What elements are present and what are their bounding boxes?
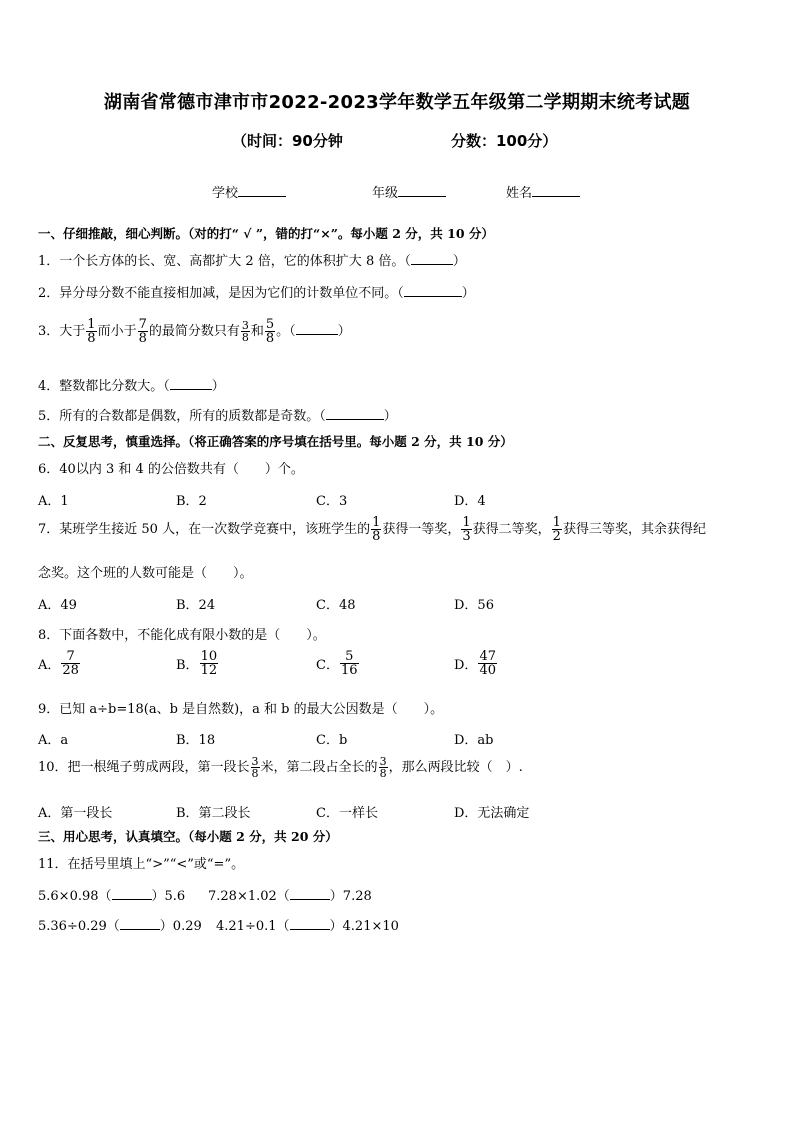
fraction: $\frac{47}{40}$ (479, 649, 496, 678)
question-6: 6．40以内 3 和 4 的公倍数共有（ ）个。 (38, 462, 304, 477)
fraction: $\frac{3}{8}$ (379, 755, 387, 780)
grade-field[interactable]: 年级 (372, 182, 446, 201)
compare-item: 7.28×1.02（ ）7.28 (208, 889, 372, 904)
compare-item: 4.21÷0.1（ ）4.21×10 (216, 919, 399, 934)
fraction: $\frac{3}{8}$ (251, 755, 259, 780)
answer-blank[interactable] (290, 887, 330, 900)
question-4: 4．整数都比分数大。（ ） (38, 379, 225, 394)
option-b[interactable]: B．2 (176, 494, 207, 509)
option-a[interactable]: A．第一段长 (38, 806, 113, 821)
question-11: 11．在括号里填上“>”“<”或“=”。 (38, 857, 245, 872)
answer-blank[interactable] (170, 377, 212, 390)
option-c[interactable]: C．3 (316, 494, 348, 509)
fraction: $\frac{1}{8}$ (87, 317, 96, 346)
option-c[interactable]: C．一样长 (316, 806, 378, 821)
compare-item: 5.6×0.98（ ）5.6 (38, 889, 186, 904)
option-d[interactable]: D． $\frac{47}{40}$ (454, 649, 496, 678)
compare-item: 5.36÷0.29（ ）0.29 (38, 919, 202, 934)
fraction: $\frac{1}{2}$ (552, 515, 561, 544)
fraction: $\frac{7}{8}$ (138, 317, 147, 346)
fraction: $\frac{1}{3}$ (462, 515, 471, 544)
option-c[interactable]: C． $\frac{5}{16}$ (316, 649, 358, 678)
section-1-heading: 一、仔细推敲，细心判断。（对的打“ √ ”，错的打“×”。每小题 2 分，共 10 分） (38, 226, 494, 241)
section-2-heading: 二、反复思考，慎重选择。（将正确答案的序号填在括号里。每小题 2 分，共 10 分） (38, 434, 513, 449)
question-8: 8．下面各数中，不能化成有限小数的是（ ）。 (38, 628, 326, 643)
option-a[interactable]: A．1 (38, 494, 69, 509)
section-3-heading: 三、用心思考，认真填空。（每小题 2 分，共 20 分） (38, 829, 338, 844)
option-d[interactable]: D．56 (454, 598, 494, 613)
question-1: 1．一个长方体的长、宽、高都扩大 2 倍，它的体积扩大 8 倍。（ ） (38, 254, 466, 269)
option-b[interactable]: B．第二段长 (176, 806, 251, 821)
fraction: $\frac{10}{12}$ (200, 649, 218, 678)
option-b[interactable]: B． $\frac{10}{12}$ (176, 649, 218, 678)
school-field[interactable]: 学校 (212, 182, 286, 201)
option-a[interactable]: A．49 (38, 598, 77, 613)
fraction: $\frac{5}{8}$ (265, 317, 275, 346)
option-d[interactable]: D．4 (454, 494, 486, 509)
answer-blank[interactable] (326, 407, 384, 420)
question-7: 7．某班学生接近 50 人，在一次数学竞赛中，该班学生的 $\frac{1}{8}$ 获得一等奖， $\frac{1}{3}$ 获得二等奖， $\frac{1}{2}$ 获得三等奖，其余获得纪 (38, 515, 706, 544)
fraction: $\frac{7}{28}$ (62, 649, 79, 678)
fraction: $\frac{5}{16}$ (340, 649, 358, 678)
name-field[interactable]: 姓名 (506, 182, 580, 201)
option-b[interactable]: B．18 (176, 733, 216, 748)
option-b[interactable]: B．24 (176, 598, 216, 613)
question-10: 10．把一根绳子剪成两段，第一段长 $\frac{3}{8}$ 米，第二段占全长的 $\frac{3}{8}$ ，那么两段比较（ ）. (38, 755, 523, 780)
option-d[interactable]: D．ab (454, 733, 494, 748)
option-c[interactable]: C．48 (316, 598, 356, 613)
exam-score: 分数：100分） (451, 132, 558, 150)
exam-time: （时间：90分钟 (232, 132, 343, 150)
answer-blank[interactable] (290, 917, 330, 930)
answer-blank[interactable] (112, 887, 152, 900)
answer-blank[interactable] (404, 284, 462, 297)
option-c[interactable]: C．b (316, 733, 348, 748)
question-2: 2．异分母分数不能直接相加减，是因为它们的计数单位不同。（ ） (38, 286, 475, 301)
fraction: $\frac{3}{8}$ (241, 319, 249, 344)
answer-blank[interactable] (411, 252, 453, 265)
page-title: 湖南省常德市津市市2022-2023学年数学五年级第二学期期末统考试题 (103, 92, 691, 113)
option-a[interactable]: A． $\frac{7}{28}$ (38, 649, 79, 678)
question-3: 3．大于 $\frac{1}{8}$ 而小于 $\frac{7}{8}$ 的最简分数只有 $\frac{3}{8}$ 和 $\frac{5}{8}$ 。（ ） (38, 317, 351, 346)
answer-blank[interactable] (120, 917, 160, 930)
option-a[interactable]: A．a (38, 733, 69, 748)
question-5: 5．所有的合数都是偶数，所有的质数都是奇数。（ ） (38, 409, 397, 424)
question-7-line-2: 念奖。这个班的人数可能是（ ）。 (38, 566, 253, 581)
answer-blank[interactable] (296, 322, 338, 335)
fraction: $\frac{1}{8}$ (372, 515, 381, 544)
question-9: 9．已知 a÷b=18(a、b 是自然数)，a 和 b 的最大公因数是（ ）。 (38, 702, 444, 717)
option-d[interactable]: D．无法确定 (454, 806, 530, 821)
